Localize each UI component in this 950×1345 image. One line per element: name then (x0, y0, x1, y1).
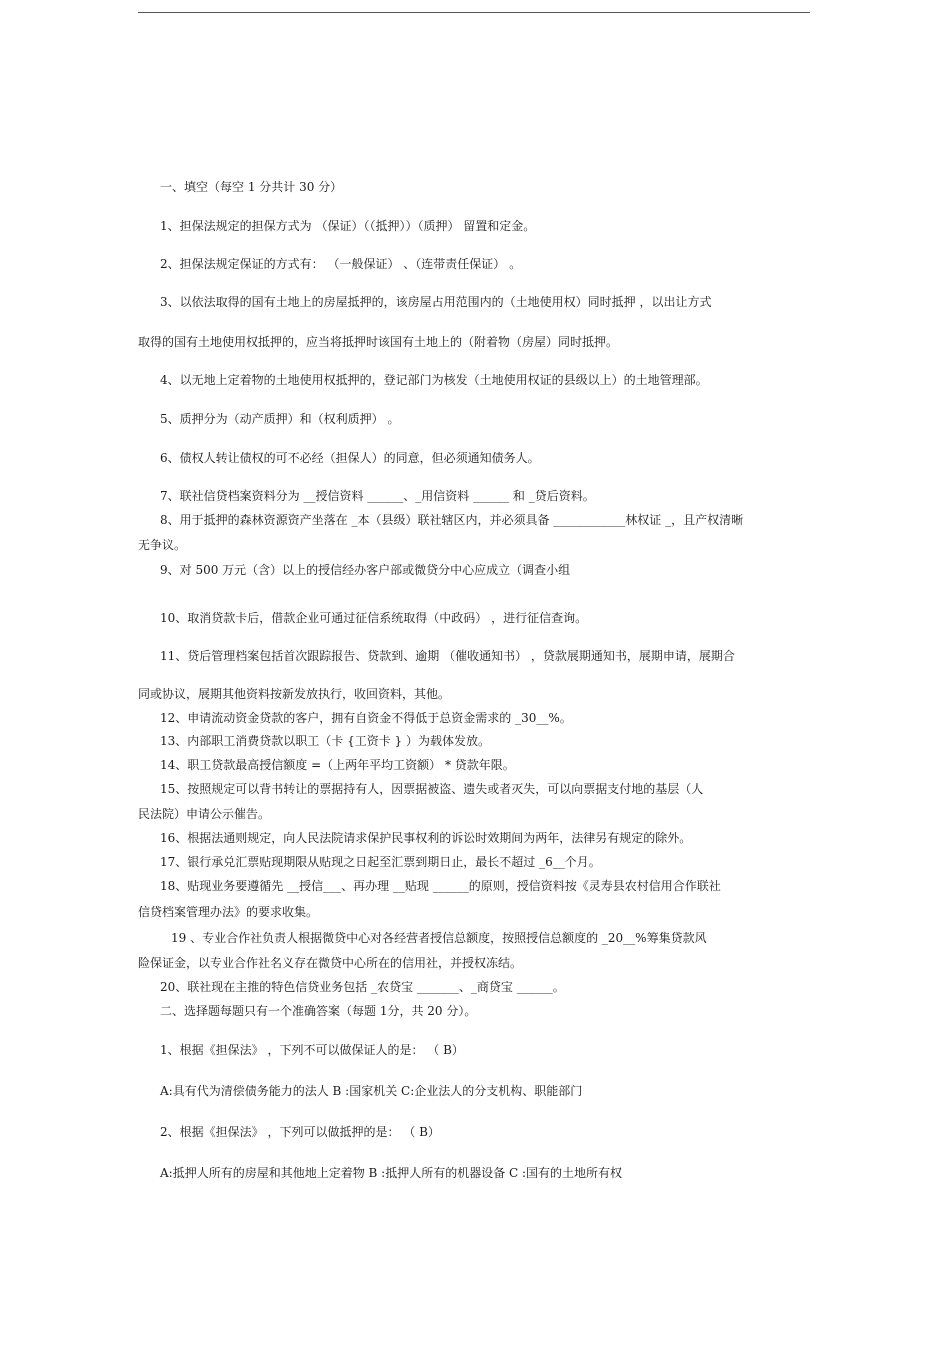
question-line: 7、联社信贷档案资料分为 __授信资料 ______、_用信资料 ______ 和 _贷后资料。 (160, 489, 595, 503)
question-line: 11、贷后管理档案包括首次跟踪报告、贷款到、逾期 （催收通知书） ，贷款展期通知书，展期申请，展期合 (160, 649, 735, 663)
question-line: 8、用于抵押的森林资源资产坐落在 _本（县级）联社辖区内，并必须具备 ____________林权证 _，且产权清晰 (160, 513, 744, 527)
question-line: 信贷档案管理办法》的要求收集。 (138, 905, 319, 919)
question-line: 1、根据《担保法》 ，下列不可以做保证人的是： （ B） (160, 1043, 464, 1057)
question-line: 16、根据法通则规定，向人民法院请求保护民事权利的诉讼时效期间为两年，法律另有规定的除外。 (160, 831, 692, 845)
question-line: 1、担保法规定的担保方式为 （保证）（（抵押））（质押） 留置和定金。 (160, 219, 536, 233)
question-line: 9、对 500 万元（含）以上的授信经办客户部或微贷分中心应成立（调查小组 (160, 563, 571, 577)
question-line: 15、按照规定可以背书转让的票据持有人，因票据被盗、遗失或者灭失，可以向票据支付地的基层（人 (160, 782, 704, 796)
question-line: 4、以无地上定着物的土地使用权抵押的，登记部门为核发（土地使用权证的县级以上）的土地管理部。 (160, 373, 708, 387)
question-line: 取得的国有土地使用权抵押的，应当将抵押时该国有土地上的（附着物（房屋）同时抵押。 (138, 335, 619, 349)
question-line: 18、贴现业务要遵循先 __授信___、再办理 __贴现 ______的原则，授信资料按《灵寿县农村信用合作联社 (160, 879, 721, 893)
question-line: 20、联社现在主推的特色信贷业务包括 _农贷宝 _______、_商贷宝 ______。 (160, 980, 565, 994)
question-line: 险保证金，以专业合作社名义存在微贷中心所在的信用社，并授权冻结。 (138, 956, 523, 970)
question-line: 19 、专业合作社负责人根据微贷中心对各经营者授信总额度，按照授信总额度的 _20__%筹集贷款风 (171, 931, 707, 945)
question-line: 10、取消贷款卡后，借款企业可通过征信系统取得（中政码） ，进行征信查询。 (160, 611, 588, 625)
section-heading-fill-blank: 一、填空（每空 1 分共计 30 分） (160, 180, 343, 194)
section-heading-multiple-choice: 二、选择题每题只有一个准确答案（每题 1分，共 20 分）。 (160, 1004, 477, 1018)
question-line: 13、内部职工消费贷款以职工（卡 {工资卡 } ）为载体发放。 (160, 734, 490, 748)
question-line: 3、以依法取得的国有土地上的房屋抵押的，该房屋占用范围内的（土地使用权）同时抵押 ，以出让方式 (160, 295, 712, 309)
question-line: 同或协议，展期其他资料按新发放执行，收回资料，其他。 (138, 687, 451, 701)
question-line: 5、质押分为（动产质押）和（权利质押） 。 (160, 412, 400, 426)
question-line: 17、银行承兑汇票贴现期限从贴现之日起至汇票到期日止，最长不超过 _6__个月。 (160, 855, 601, 869)
answer-options: A:具有代为清偿债务能力的法人 B :国家机关 C:企业法人的分支机构、职能部门 (160, 1084, 583, 1098)
question-line: 14、职工贷款最高授信额度 =（上两年平均工资额） * 贷款年限。 (160, 758, 515, 772)
question-line: 民法院）申请公示催告。 (138, 807, 271, 821)
question-line: 无争议。 (138, 538, 187, 552)
question-line: 2、担保法规定保证的方式有： （一般保证） 、（连带责任保证） 。 (160, 257, 522, 271)
answer-options: A:抵押人所有的房屋和其他地上定着物 B :抵押人所有的机器设备 C :国有的土地所有权 (160, 1166, 623, 1180)
question-line: 12、申请流动资金贷款的客户，拥有自资金不得低于总资金需求的 _30__%。 (160, 711, 572, 725)
header-rule (138, 12, 810, 13)
question-line: 2、根据《担保法》 ，下列可以做抵押的是： （ B） (160, 1125, 440, 1139)
question-line: 6、债权人转让债权的可不必经（担保人）的同意，但必须通知债务人。 (160, 451, 540, 465)
